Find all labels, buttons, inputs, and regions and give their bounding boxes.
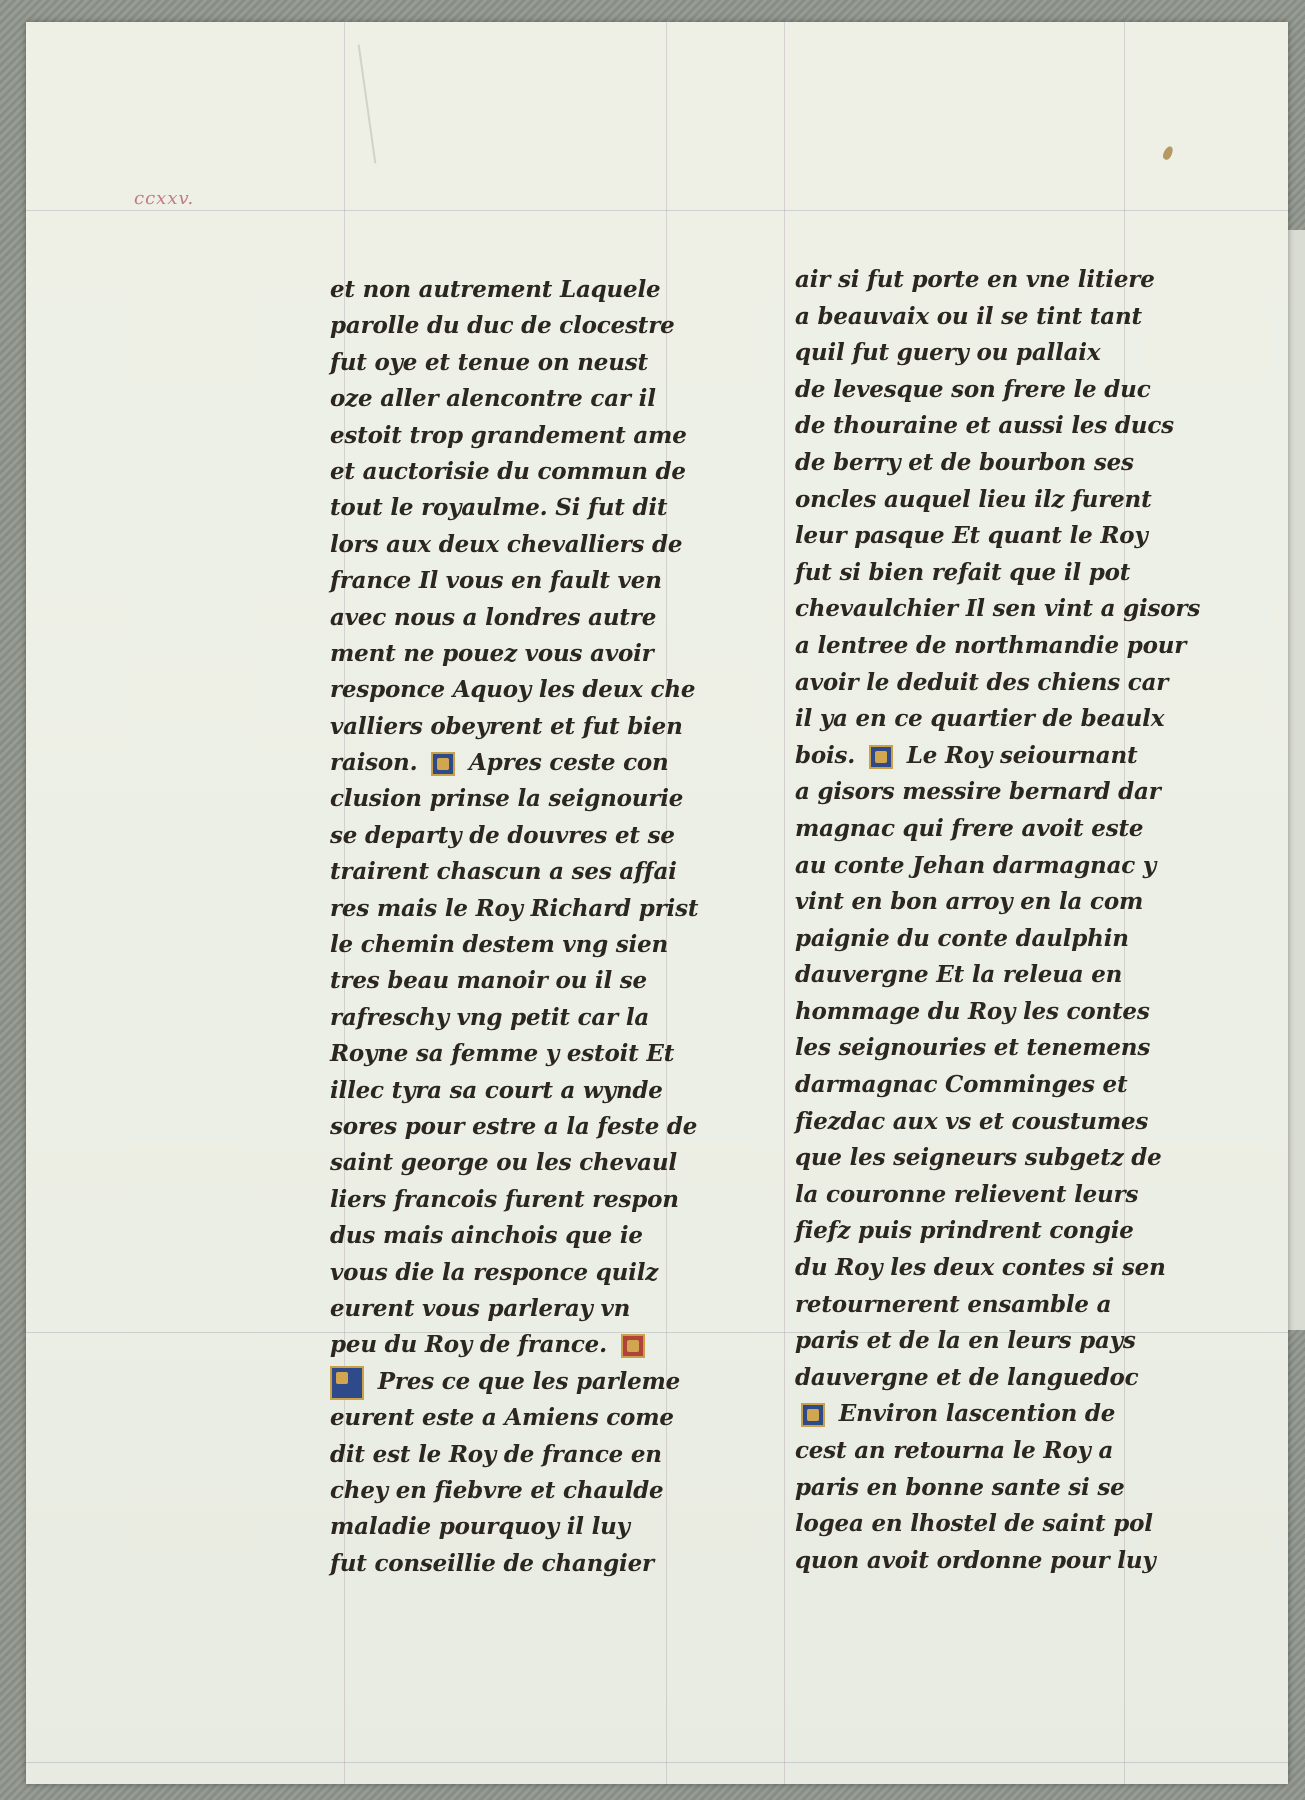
text-line: [795, 1287, 1175, 1324]
text-line: [795, 1177, 1175, 1214]
text-line: [795, 1360, 1175, 1397]
text-line: [795, 262, 1175, 299]
text-fragment: Apres ceste con: [461, 749, 669, 777]
text-line: [795, 1433, 1175, 1470]
text-line: [795, 1250, 1175, 1287]
text-line: [795, 848, 1175, 885]
text-fragment: vous die la responce quilz: [330, 1258, 659, 1286]
text-fragment: res mais le Roy Richard prist: [330, 894, 699, 922]
text-fragment: maladie pourquoy il luy: [330, 1513, 630, 1541]
text-line: [795, 1030, 1175, 1067]
text-line: [795, 994, 1175, 1031]
text-line: [330, 636, 700, 672]
text-fragment: dauvergne et de languedoc: [795, 1363, 1139, 1391]
text-line: [795, 1323, 1175, 1360]
text-fragment: responce Aquoy les deux che: [330, 676, 696, 704]
text-fragment: Le Roy seiournant: [898, 741, 1138, 769]
text-fragment: Pres ce que les parleme: [370, 1367, 681, 1395]
text-line: [795, 1140, 1175, 1177]
illuminated-initial: [869, 745, 893, 769]
text-line: [795, 628, 1187, 665]
text-fragment: vint en bon arroy en la com: [795, 888, 1144, 916]
text-line: [795, 445, 1175, 482]
text-line: [795, 701, 1175, 738]
text-line: [795, 482, 1175, 519]
text-line: [795, 884, 1175, 921]
ink-spot: [1161, 145, 1174, 161]
ruling-line: [784, 22, 785, 1784]
text-fragment: oze aller alencontre car il: [330, 385, 656, 413]
text-fragment: dit est le Roy de france en: [330, 1440, 662, 1468]
text-line: [330, 1546, 700, 1582]
text-line: [330, 709, 700, 745]
text-fragment: la couronne relievent leurs: [795, 1180, 1139, 1208]
text-fragment: quil fut guery ou pallaix: [795, 339, 1101, 367]
text-line: [330, 1473, 700, 1509]
text-fragment: de levesque son frere le duc: [795, 375, 1151, 403]
text-fragment: au conte Jehan darmagnac y: [795, 851, 1157, 879]
text-fragment: raison.: [330, 749, 426, 777]
text-fragment: liers francois furent respon: [330, 1185, 679, 1213]
text-fragment: Royne sa femme y estoit Et: [330, 1040, 675, 1068]
text-fragment: il ya en ce quartier de beaulx: [795, 705, 1165, 733]
text-column-left: [330, 272, 700, 1582]
text-fragment: trairent chascun a ses affai: [330, 858, 677, 886]
text-line: [795, 372, 1175, 409]
text-line: [795, 1470, 1175, 1507]
text-line: [795, 1396, 1175, 1433]
text-line: [795, 1104, 1175, 1141]
text-line: [795, 591, 1201, 628]
text-fragment: logea en lhostel de saint pol: [795, 1510, 1153, 1538]
text-fragment: hommage du Roy les contes: [795, 997, 1150, 1025]
text-line: [795, 738, 1175, 775]
text-line: [795, 1213, 1175, 1250]
text-fragment: oncles auquel lieu ilz furent: [795, 485, 1152, 513]
text-fragment: a lentree de northmandie pour: [795, 631, 1187, 659]
text-line: [330, 1073, 700, 1109]
text-fragment: avoir le deduit des chiens car: [795, 668, 1169, 696]
text-line: [330, 563, 700, 599]
text-line: [330, 1364, 700, 1400]
text-line: [330, 1036, 700, 1072]
text-fragment: que les seigneurs subgetz de: [795, 1144, 1162, 1172]
text-fragment: ment ne pouez vous avoir: [330, 639, 654, 667]
text-fragment: et auctorisie du commun de: [330, 457, 686, 485]
text-fragment: cest an retourna le Roy a: [795, 1437, 1114, 1464]
text-fragment: paignie du conte daulphin: [795, 924, 1129, 952]
text-fragment: paris en bonne sante si se: [795, 1473, 1125, 1501]
text-line: [330, 745, 700, 781]
text-line: [795, 774, 1175, 811]
text-line: [795, 1067, 1175, 1104]
text-line: [330, 1145, 700, 1181]
text-fragment: valliers obeyrent et fut bien: [330, 712, 683, 740]
text-line: [795, 1506, 1175, 1543]
text-line: [330, 891, 700, 927]
text-fragment: parolle du duc de clocestre: [330, 312, 675, 340]
illuminated-initial: [330, 1366, 364, 1400]
text-line: [330, 381, 700, 417]
text-fragment: tout le royaulme. Si fut dit: [330, 494, 668, 522]
text-fragment: peu du Roy de france.: [330, 1331, 615, 1359]
text-line: [795, 518, 1175, 555]
text-line: [330, 418, 700, 454]
text-fragment: rafreschy vng petit car la: [330, 1003, 650, 1031]
text-fragment: fut oye et tenue on neust: [330, 348, 648, 376]
text-fragment: quon avoit ordonne pour luy: [795, 1546, 1156, 1574]
text-fragment: chey en fiebvre et chaulde: [330, 1476, 664, 1504]
text-line: [330, 1509, 700, 1545]
text-line: [795, 665, 1175, 702]
text-line: [795, 1543, 1175, 1580]
text-line: [330, 600, 700, 636]
text-line: [330, 1255, 700, 1291]
text-line: [330, 1400, 700, 1436]
text-line: [795, 811, 1175, 848]
text-fragment: les seignouries et tenemens: [795, 1034, 1151, 1062]
text-line: [795, 408, 1175, 445]
text-line: [330, 672, 700, 708]
text-fragment: france Il vous en fault ven: [330, 567, 662, 595]
text-line: [330, 1182, 700, 1218]
text-line: [330, 1327, 700, 1363]
text-fragment: saint george ou les chevaul: [330, 1149, 677, 1177]
illuminated-initial: [431, 752, 455, 776]
ruling-line: [26, 210, 1288, 211]
text-line: [330, 1000, 700, 1036]
text-fragment: de thouraine et aussi les ducs: [795, 412, 1174, 440]
text-fragment: a beauvaix ou il se tint tant: [795, 302, 1142, 330]
text-line: [330, 927, 700, 963]
text-line: [330, 454, 700, 490]
text-line: [330, 781, 700, 817]
text-line: [795, 555, 1175, 592]
text-fragment: darmagnac Comminges et: [795, 1071, 1128, 1099]
text-line: [330, 1218, 700, 1254]
text-fragment: air si fut porte en vne litiere: [795, 266, 1155, 293]
text-line: [330, 490, 700, 526]
text-line: [330, 818, 700, 854]
illuminated-initial: [621, 1334, 645, 1358]
text-fragment: a gisors messire bernard dar: [795, 778, 1161, 806]
text-line: [330, 345, 700, 381]
text-fragment: Environ lascention de: [831, 1400, 1116, 1428]
text-line: [330, 1109, 700, 1145]
ruling-line: [26, 1762, 1288, 1763]
parchment-crease: [358, 44, 377, 163]
text-fragment: eurent este a Amiens come: [330, 1404, 674, 1432]
text-fragment: et non autrement Laquele: [330, 276, 661, 303]
text-line: [795, 299, 1175, 336]
text-fragment: leur pasque Et quant le Roy: [795, 522, 1148, 550]
text-fragment: paris et de la en leurs pays: [795, 1327, 1136, 1355]
text-fragment: fut conseillie de changier: [330, 1549, 654, 1577]
text-fragment: clusion prinse la seignourie: [330, 785, 684, 813]
text-fragment: fut si bien refait que il pot: [795, 558, 1131, 586]
text-fragment: chevaulchier Il sen vint a gisors: [795, 595, 1201, 623]
text-line: [795, 957, 1175, 994]
text-fragment: fiezdac aux vs et coustumes: [795, 1107, 1149, 1135]
text-line: [330, 527, 700, 563]
text-line: [330, 308, 700, 344]
shelf-mark: ccxxv.: [134, 188, 195, 209]
illuminated-initial: [801, 1403, 825, 1427]
text-fragment: retournerent ensamble a: [795, 1290, 1112, 1318]
text-fragment: dauvergne Et la releua en: [795, 961, 1123, 989]
text-fragment: le chemin destem vng sien: [330, 931, 669, 959]
text-fragment: se departy de douvres et se: [330, 821, 675, 849]
text-line: [330, 1437, 700, 1473]
adjacent-leaf-edge: [1288, 230, 1305, 1330]
text-fragment: magnac qui frere avoit este: [795, 814, 1144, 842]
text-line: [330, 854, 700, 890]
text-fragment: tres beau manoir ou il se: [330, 967, 647, 995]
text-fragment: de berry et de bourbon ses: [795, 448, 1134, 476]
text-line: [330, 963, 700, 999]
text-fragment: lors aux deux chevalliers de: [330, 530, 683, 558]
text-fragment: fiefz puis prindrent congie: [795, 1217, 1134, 1245]
text-fragment: du Roy les deux contes si sen: [795, 1254, 1166, 1282]
text-fragment: avec nous a londres autre: [330, 603, 657, 631]
text-line: [795, 335, 1175, 372]
text-fragment: bois.: [795, 741, 863, 769]
text-fragment: dus mais ainchois que ie: [330, 1222, 643, 1250]
text-line: [330, 272, 700, 308]
text-line: [795, 921, 1175, 958]
text-fragment: sores pour estre a la feste de: [330, 1112, 698, 1140]
text-fragment: eurent vous parleray vn: [330, 1294, 631, 1322]
text-line: [330, 1291, 700, 1327]
text-fragment: estoit trop grandement ame: [330, 421, 687, 449]
text-fragment: illec tyra sa court a wynde: [330, 1076, 663, 1104]
text-column-right: [795, 262, 1201, 1579]
